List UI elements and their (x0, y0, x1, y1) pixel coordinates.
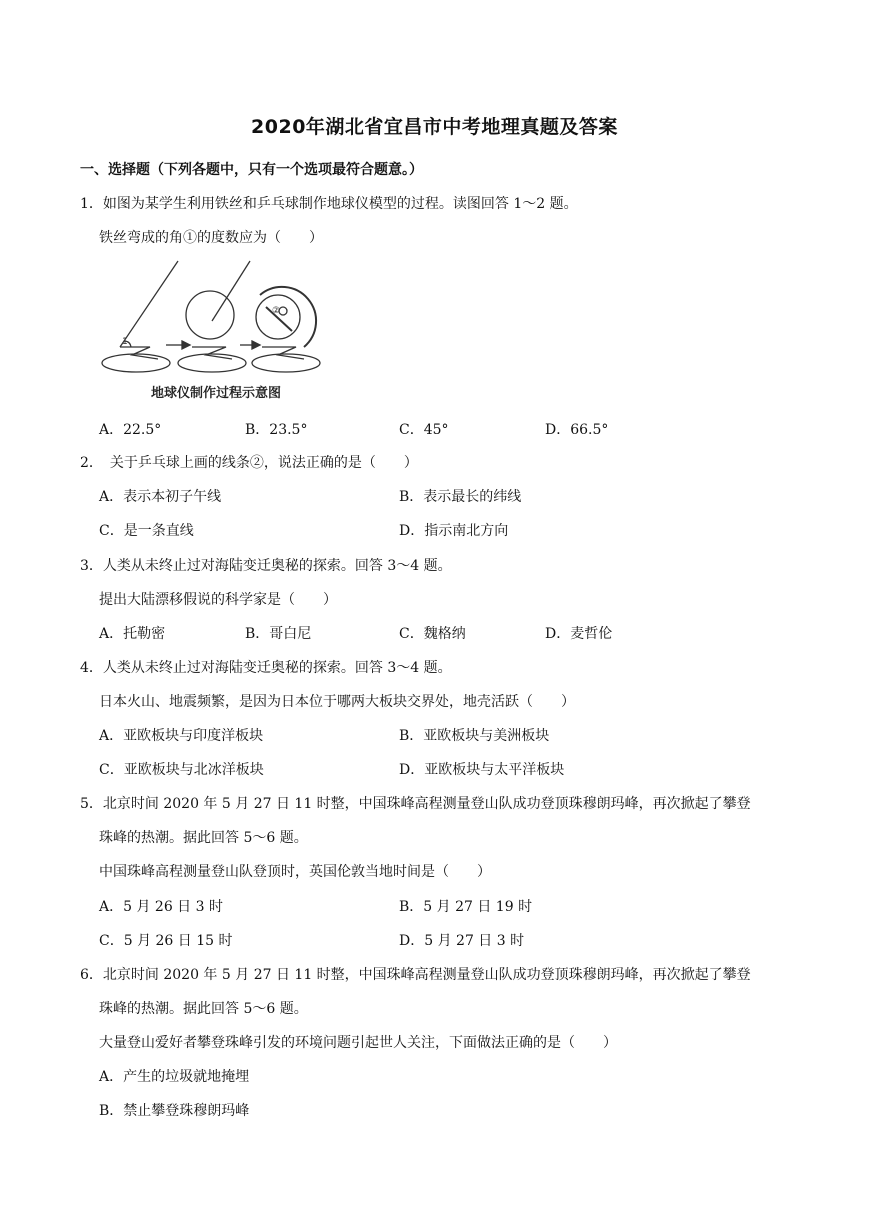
q2-option-c: C．是一条直线 (99, 523, 194, 539)
q5-option-d: D．5 月 27 日 3 时 (399, 933, 525, 949)
q5-option-a: A．5 月 26 日 3 时 (99, 899, 223, 915)
figure-caption: 地球仪制作过程示意图 (150, 386, 282, 401)
q4-option-d: D．亚欧板块与太平洋板块 (399, 762, 565, 778)
stand-base-1 (102, 354, 170, 372)
globe-process-diagram (100, 255, 332, 405)
q3-option-c: C．魏格纳 (399, 626, 466, 642)
page-title: 2020年湖北省宜昌市中考地理真题及答案 (251, 116, 618, 138)
question-6-stem-line-2: 珠峰的热潮。据此回答 5～6 题。 (99, 1001, 308, 1017)
question-6-stem-line-1: 6．北京时间 2020 年 5 月 27 日 11 时整，中国珠峰高程测量登山队成功登顶珠穆朗玛峰，再次掀起了攀登 (80, 967, 751, 983)
q1-option-a: A．22.5° (99, 422, 162, 438)
wire-base (120, 347, 158, 359)
stand-base-2 (178, 354, 246, 372)
q2-option-b: B．表示最长的纬线 (399, 489, 522, 505)
question-3-stem: 3．人类从未终止过对海陆变迁奥秘的探索。回答 3～4 题。 (80, 558, 452, 574)
q2-option-a: A．表示本初子午线 (99, 489, 222, 505)
ping-pong-ball (186, 291, 234, 339)
q1-option-d: D．66.5° (545, 422, 609, 438)
question-2-stem: 2． 关于乒乓球上画的线条②，说法正确的是（ ） (80, 455, 418, 471)
q2-option-d: D．指示南北方向 (399, 523, 509, 539)
q5-option-c: C．5 月 26 日 15 时 (99, 933, 233, 949)
q1-option-c: C．45° (399, 422, 449, 438)
q4-option-a: A．亚欧板块与印度洋板块 (99, 728, 264, 744)
section-heading: 一、选择题（下列各题中，只有一个选项最符合题意。） (80, 162, 423, 178)
q3-option-d: D．麦哲伦 (545, 626, 613, 642)
q3-option-b: B．哥白尼 (245, 626, 312, 642)
q4-option-b: B．亚欧板块与美洲板块 (399, 728, 550, 744)
q3-option-a: A．托勒密 (99, 626, 166, 642)
q5-option-b: B．5 月 27 日 19 时 (399, 899, 533, 915)
question-4-stem: 4．人类从未终止过对海陆变迁奥秘的探索。回答 3～4 题。 (80, 660, 452, 676)
question-5-stem-line-1: 5．北京时间 2020 年 5 月 27 日 11 时整，中国珠峰高程测量登山队成功登顶珠穆朗玛峰，再次掀起了攀登 (80, 796, 751, 812)
question-5-stem-line-2: 珠峰的热潮。据此回答 5～6 题。 (99, 830, 308, 846)
question-1-stem: 1．如图为某学生利用铁丝和乒乓球制作地球仪模型的过程。读图回答 1～2 题。 (80, 196, 578, 212)
q6-option-b: B．禁止攀登珠穆朗玛峰 (99, 1103, 250, 1119)
question-5-prompt: 中国珠峰高程测量登山队登顶时，英国伦敦当地时间是（ ） (99, 864, 491, 880)
q1-option-b: B．23.5° (245, 422, 308, 438)
globe-making-figure (100, 255, 332, 405)
angle-label: 1 (122, 337, 128, 347)
question-3-prompt: 提出大陆漂移假说的科学家是（ ） (99, 592, 337, 608)
meridian-ring (260, 287, 316, 347)
question-6-prompt: 大量登山爱好者攀登珠峰引发的环境问题引起世人关注，下面做法正确的是（ ） (99, 1035, 617, 1051)
wire-line (120, 261, 178, 347)
line-label: ② (272, 306, 281, 316)
question-1-prompt: 铁丝弯成的角①的度数应为（ ） (99, 230, 323, 246)
q4-option-c: C．亚欧板块与北冰洋板块 (99, 762, 264, 778)
question-4-prompt: 日本火山、地震频繁，是因为日本位于哪两大板块交界处，地壳活跃（ ） (99, 694, 575, 710)
q6-option-a: A．产生的垃圾就地掩埋 (99, 1069, 250, 1085)
